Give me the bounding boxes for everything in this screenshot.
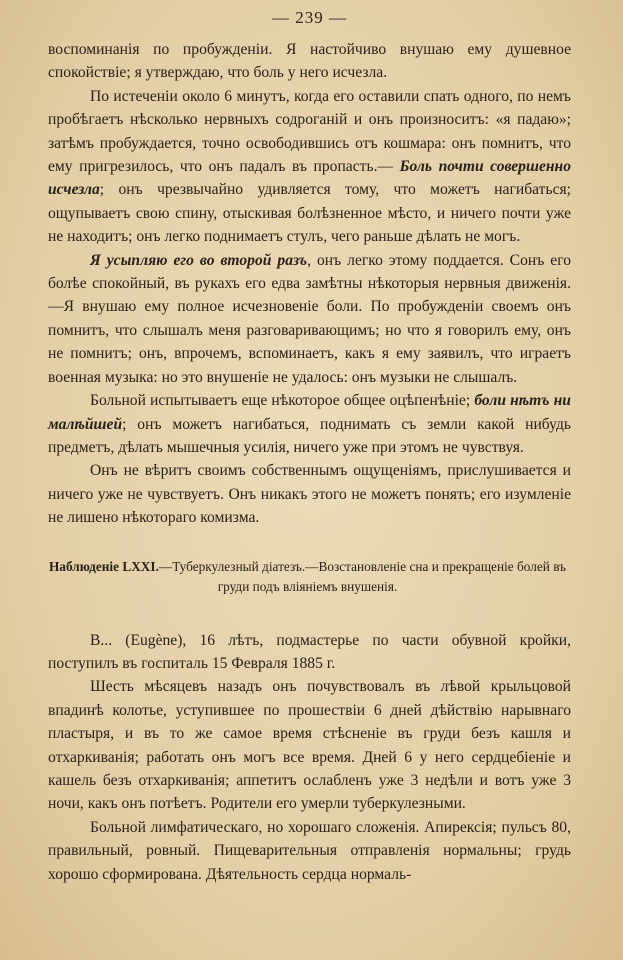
text-run: В... (Eugène), 16 лѣтъ, подмастерье по части обувной кройки, поступилъ въ госпиталь 15 Февраля 1885 г. xyxy=(48,631,571,672)
paragraph xyxy=(48,249,571,389)
italic-emphasis: Боль почти совершенно исчезла xyxy=(48,158,572,199)
paragraph xyxy=(48,459,571,529)
italic-emphasis: Я усыпляю его во второй разъ xyxy=(90,251,308,269)
text-run: Больной лимфатическаго, но хорошаго сложенія. Апирексія; пульсъ 80, правильный, ровный. Пищеварительныя отправленія нормальны; грудь хорошо сформирована. Дѣятельность сердца нормаль- xyxy=(48,818,571,883)
observation-heading xyxy=(44,557,571,597)
observation-number: Наблюденіе LXXI. xyxy=(48,558,159,574)
text-run: ; онъ чрезвычайно удивляется тому, что можетъ нагибаться; ощупываетъ свою спину, отыскивая болѣзненное мѣсто, и ничего почти уже не находитъ; онъ легко поднимаетъ стулъ, чего раньше дѣлать не могъ. xyxy=(48,181,571,246)
paragraph xyxy=(48,675,571,815)
paragraph xyxy=(48,389,571,459)
text-run: Больной испытываетъ еще нѣкоторое общее оцѣпенѣніе; xyxy=(90,392,475,410)
body-text-bottom xyxy=(48,629,571,886)
paragraph xyxy=(48,629,571,676)
text-run: воспоминанія по пробужденіи. Я настойчиво внушаю ему душевное спокойствіе; я утверждаю, что боль у него исчезла. xyxy=(48,41,571,82)
paragraph xyxy=(48,85,571,249)
body-text-top xyxy=(48,38,571,530)
italic-emphasis: боли нѣтъ ни малѣйшей xyxy=(48,392,571,433)
text-run: Шесть мѣсяцевъ назадъ онъ почувствовалъ въ лѣвой крыльцовой впадинѣ колотье, уступившее по прошествіи 6 дней дѣйствію нарывнаго пластыря, и въ то же самое время стѣсненіе въ груди безъ кашля и отхаркиванія; работать онъ могъ все время. Дней 6 у него сердцебіеніе и кашель безъ отхаркиванія; аппетитъ ослабленъ уже 3 недѣли и вотъ уже 3 ночи, какъ онъ потѣетъ. Родители его умерли туберкулезными. xyxy=(48,678,571,813)
text-run: Онъ не вѣритъ своимъ собственнымъ ощущеніямъ, прислушивается и ничего уже не чувствуетъ. Онъ никакъ этого не можетъ понять; его изумленіе не лишено нѣкотораго комизма. xyxy=(48,462,571,527)
text-run: ; онъ можетъ нагибаться, поднимать съ земли какой нибудь предметъ, дѣлать мышечныя усилія, ничего уже при этомъ не чувствуя. xyxy=(48,415,571,456)
observation-title: —Туберкулезный діатезъ.—Возстановленіе сна и прекращеніе болей въ груди подъ вліяніемъ внушенія. xyxy=(158,558,567,594)
page-number: — 239 — xyxy=(272,8,347,27)
paragraph xyxy=(48,38,571,85)
text-run: , онъ легко этому поддается. Сонъ его болѣе спокойный, въ рукахъ его едва замѣтны нѣкоторыя нервныя движенія.—Я внушаю ему полное исчезновеніе боли. По пробужденіи своемъ онъ помнитъ, что слышалъ меня разговаривающимъ; но что я говорилъ ему, онъ не помнитъ; онъ, впрочемъ, вспоминаетъ, какъ я ему заявилъ, что играетъ военная музыка: но это внушеніе не удалось: онъ музыки не слышалъ. xyxy=(48,251,572,386)
paragraph xyxy=(48,816,571,886)
text-run: По истеченіи около 6 минутъ, когда его оставили спать одного, по немъ пробѣгаетъ нѣсколько нервныхъ содроганій и онъ произноситъ: «я падаю»; затѣмъ пробуждается, точно освободившись отъ кошмара: онъ помнитъ, что ему пригрезилось, что онъ падалъ въ пропасть.— xyxy=(48,87,571,176)
